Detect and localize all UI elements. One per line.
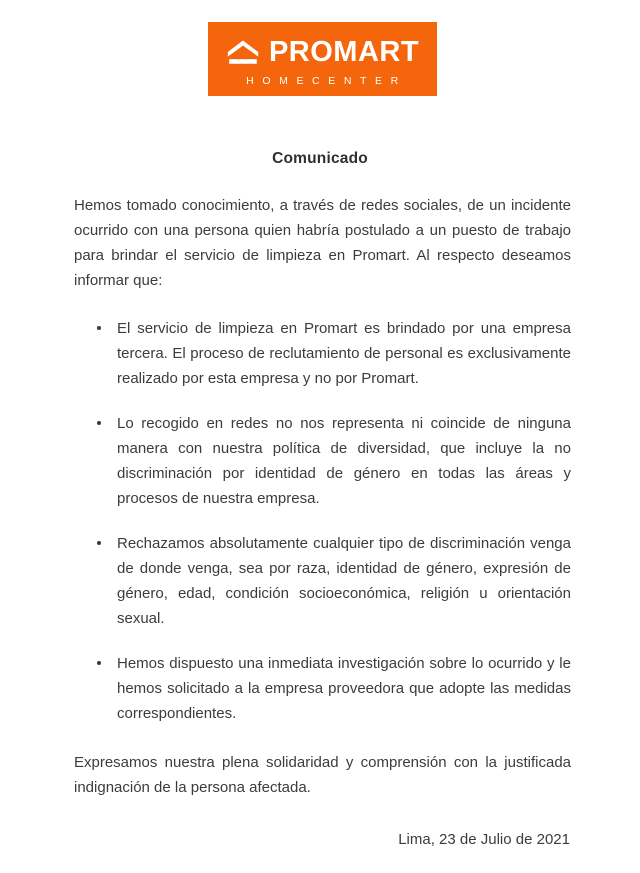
closing-paragraph: Expresamos nuestra plena solidaridad y comprensión con la justificada indignación de la persona afectada.	[74, 754, 571, 796]
list-item-text: Hemos dispuesto una inmediata investigación sobre lo ocurrido y le hemos solicitado a la empresa proveedora que adopte las medidas correspondientes.	[117, 655, 571, 722]
logo-main-row	[226, 35, 419, 69]
list-item-text: Lo recogido en redes no nos representa ni coincide de ninguna manera con nuestra política de diversidad, que incluye la no discriminación por identidad de género en todas las áreas y procesos de nuestra empresa.	[117, 415, 571, 507]
list-item	[97, 531, 571, 631]
list-item	[97, 651, 571, 726]
list-item-text: El servicio de limpieza en Promart es brindado por una empresa tercera. El proceso de reclutamiento de personal es exclusivamente realizado por esta empresa y no por Promart.	[117, 320, 571, 387]
dateline: Lima, 23 de Julio de 2021	[398, 831, 570, 848]
brand-tagline: HOMECENTER	[246, 75, 407, 88]
bullet-marker-icon	[97, 326, 101, 330]
document-content	[74, 193, 571, 852]
brand-wordmark: PROMART	[268, 35, 420, 68]
page-title: Comunicado	[272, 150, 368, 167]
bullet-marker-icon	[97, 541, 101, 545]
promart-logo-banner	[208, 22, 437, 96]
bullet-marker-icon	[97, 661, 101, 665]
house-icon	[226, 39, 260, 66]
bullet-marker-icon	[97, 421, 101, 425]
list-item	[97, 316, 571, 391]
list-item-text: Rechazamos absolutamente cualquier tipo de discriminación venga de donde venga, sea por raza, identidad de género, expresión de género, edad, condición socioeconómica, religión u orientación sexual.	[117, 535, 571, 627]
statement-bullet-list	[74, 316, 571, 726]
intro-paragraph: Hemos tomado conocimiento, a través de redes sociales, de un incidente ocurrido con una persona quien habría postulado a un puesto de trabajo para brindar el servicio de limpieza en Promart. Al respecto deseamos informar que:	[74, 197, 571, 289]
list-item	[97, 411, 571, 511]
